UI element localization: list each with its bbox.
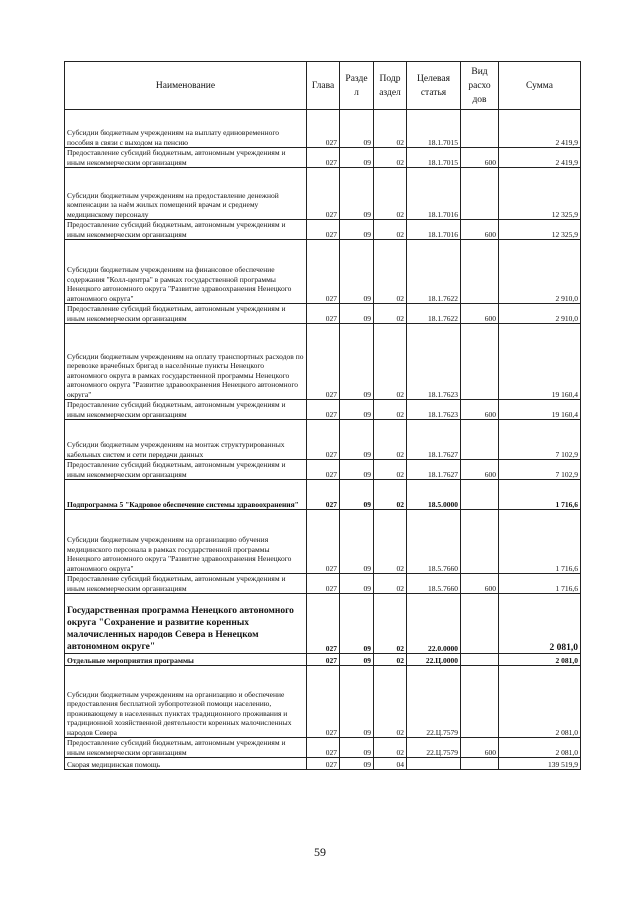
cell-sum: 7 102,9 (499, 460, 581, 480)
cell-sum: 2 419,9 (499, 148, 581, 168)
table-row (65, 240, 581, 304)
cell-chapter: 027 (307, 148, 340, 168)
cell-subsection: 02 (374, 324, 407, 400)
cell-section: 09 (340, 480, 374, 510)
table-body (65, 110, 581, 770)
table-row (65, 758, 581, 770)
table-row (65, 666, 581, 738)
cell-sum: 139 519,9 (499, 758, 581, 770)
cell-name: Скорая медицинская помощь (65, 758, 307, 770)
table-row (65, 324, 581, 400)
cell-chapter: 027 (307, 324, 340, 400)
table-row (65, 400, 581, 420)
cell-section: 09 (340, 574, 374, 594)
cell-kind: 600 (461, 574, 499, 594)
cell-chapter: 027 (307, 574, 340, 594)
cell-sum: 12 325,9 (499, 220, 581, 240)
page-number: 59 (314, 845, 326, 859)
cell-target: 18.1.7627 (407, 460, 461, 480)
cell-target: 22.Ц.7579 (407, 666, 461, 738)
cell-chapter: 027 (307, 666, 340, 738)
cell-subsection: 02 (374, 304, 407, 324)
cell-name: Предоставление субсидий бюджетным, автономным учреждениям и иным некоммерческим организациям (65, 148, 307, 168)
cell-chapter: 027 (307, 510, 340, 574)
cell-name: Субсидии бюджетным учреждениям на выплату единовременного пособия в связи с выходом на пенсию (65, 110, 307, 148)
cell-subsection: 02 (374, 480, 407, 510)
cell-name: Субсидии бюджетным учреждениям на организацию и обеспечение предоставления бесплатной зубопротезной помощи населению, проживающему в населенных пунктах традиционного проживания и традиционной хозяйственной деятельности коренных малочисленных народов Севера (65, 666, 307, 738)
cell-section: 09 (340, 324, 374, 400)
cell-kind (461, 110, 499, 148)
cell-section: 09 (340, 168, 374, 220)
cell-chapter: 027 (307, 220, 340, 240)
cell-name: Отдельные мероприятия программы (65, 654, 307, 666)
cell-sum: 19 160,4 (499, 324, 581, 400)
cell-name: Предоставление субсидий бюджетным, автономным учреждениям и иным некоммерческим организациям (65, 220, 307, 240)
header-kind: Вид расхо дов (461, 62, 499, 110)
budget-table (64, 61, 581, 770)
cell-sum: 7 102,9 (499, 420, 581, 460)
table-row (65, 420, 581, 460)
cell-kind (461, 420, 499, 460)
cell-subsection: 02 (374, 510, 407, 574)
cell-kind (461, 594, 499, 654)
cell-section: 09 (340, 758, 374, 770)
header-subsection: Подр аздел (374, 62, 407, 110)
cell-sum: 2 081,0 (499, 654, 581, 666)
header-target: Целевая статья (407, 62, 461, 110)
header-name: Наименование (65, 62, 307, 110)
table-row (65, 654, 581, 666)
cell-chapter: 027 (307, 654, 340, 666)
cell-target: 18.1.7627 (407, 420, 461, 460)
cell-section: 09 (340, 594, 374, 654)
table-row (65, 304, 581, 324)
cell-target: 18.5.7660 (407, 574, 461, 594)
table-row (65, 148, 581, 168)
cell-name: Субсидии бюджетным учреждениям на финансовое обеспечение содержания "Колл-центра" в рамках государственной программы Ненецкого автономного округа "Развитие здравоохранения Ненецкого автономного округа" (65, 240, 307, 304)
table-row (65, 510, 581, 574)
cell-subsection: 02 (374, 654, 407, 666)
cell-chapter: 027 (307, 594, 340, 654)
cell-target: 18.5.0000 (407, 480, 461, 510)
cell-sum: 12 325,9 (499, 168, 581, 220)
cell-chapter: 027 (307, 480, 340, 510)
cell-chapter: 027 (307, 420, 340, 460)
cell-subsection: 04 (374, 758, 407, 770)
cell-subsection: 02 (374, 220, 407, 240)
cell-target: 18.1.7016 (407, 220, 461, 240)
cell-chapter: 027 (307, 168, 340, 220)
cell-target: 18.1.7015 (407, 110, 461, 148)
cell-target: 18.1.7623 (407, 400, 461, 420)
cell-sum: 1 716,6 (499, 480, 581, 510)
cell-name: Субсидии бюджетным учреждениям на монтаж структурированных кабельных систем и сети передачи данных (65, 420, 307, 460)
cell-kind: 600 (461, 304, 499, 324)
cell-name: Субсидии бюджетным учреждениям на предоставление денежной компенсации за наём жилых помещений врачам и среднему медицинскому персоналу (65, 168, 307, 220)
table-row (65, 460, 581, 480)
table-header-row (65, 62, 581, 110)
cell-kind (461, 168, 499, 220)
table-row (65, 110, 581, 148)
header-sum: Сумма (499, 62, 581, 110)
cell-section: 09 (340, 666, 374, 738)
cell-subsection: 02 (374, 738, 407, 758)
table-row (65, 574, 581, 594)
cell-subsection: 02 (374, 240, 407, 304)
cell-name: Предоставление субсидий бюджетным, автономным учреждениям и иным некоммерческим организациям (65, 460, 307, 480)
cell-kind: 600 (461, 400, 499, 420)
cell-sum: 19 160,4 (499, 400, 581, 420)
cell-target: 18.1.7623 (407, 324, 461, 400)
cell-target: 18.1.7015 (407, 148, 461, 168)
cell-subsection: 02 (374, 666, 407, 738)
cell-section: 09 (340, 304, 374, 324)
cell-chapter: 027 (307, 240, 340, 304)
cell-sum: 2 419,9 (499, 110, 581, 148)
cell-section: 09 (340, 400, 374, 420)
cell-kind: 600 (461, 148, 499, 168)
cell-section: 09 (340, 510, 374, 574)
cell-name: Предоставление субсидий бюджетным, автономным учреждениям и иным некоммерческим организациям (65, 738, 307, 758)
cell-subsection: 02 (374, 168, 407, 220)
cell-chapter: 027 (307, 110, 340, 148)
cell-kind: 600 (461, 460, 499, 480)
cell-sum: 1 716,6 (499, 574, 581, 594)
cell-kind (461, 240, 499, 304)
cell-section: 09 (340, 110, 374, 148)
header-section: Разде л (340, 62, 374, 110)
cell-section: 09 (340, 148, 374, 168)
cell-name: Субсидии бюджетным учреждениям на оплату транспортных расходов по перевозке врачебных бригад в населённые пункты Ненецкого автономного округа в рамках государственной программы Ненецкого автономного округа "Развитие здравоохранения Ненецкого автономного округа" (65, 324, 307, 400)
table-row (65, 738, 581, 758)
cell-chapter: 027 (307, 738, 340, 758)
cell-target: 18.1.7622 (407, 240, 461, 304)
cell-chapter: 027 (307, 400, 340, 420)
table-row (65, 220, 581, 240)
cell-subsection: 02 (374, 148, 407, 168)
cell-sum: 2 910,0 (499, 240, 581, 304)
cell-chapter: 027 (307, 460, 340, 480)
cell-kind (461, 758, 499, 770)
cell-subsection: 02 (374, 460, 407, 480)
cell-name: Предоставление субсидий бюджетным, автономным учреждениям и иным некоммерческим организациям (65, 400, 307, 420)
cell-section: 09 (340, 220, 374, 240)
cell-name: Субсидии бюджетным учреждениям на организацию обучения медицинского персонала в рамках государственной программы Ненецкого автономного округа "Развитие здравоохранения Ненецкого автономного округа" (65, 510, 307, 574)
table-row (65, 480, 581, 510)
cell-chapter: 027 (307, 758, 340, 770)
cell-target: 22.0.0000 (407, 594, 461, 654)
cell-subsection: 02 (374, 400, 407, 420)
cell-target (407, 758, 461, 770)
cell-sum: 2 081,0 (499, 666, 581, 738)
cell-target: 18.1.7622 (407, 304, 461, 324)
cell-name: Предоставление субсидий бюджетным, автономным учреждениям и иным некоммерческим организациям (65, 574, 307, 594)
cell-sum: 2 081,0 (499, 738, 581, 758)
cell-kind (461, 480, 499, 510)
table-row (65, 594, 581, 654)
cell-subsection: 02 (374, 110, 407, 148)
cell-kind: 600 (461, 220, 499, 240)
header-chapter: Глава (307, 62, 340, 110)
table-row (65, 168, 581, 220)
cell-section: 09 (340, 460, 374, 480)
cell-chapter: 027 (307, 304, 340, 324)
cell-name: Государственная программа Ненецкого автономного округа "Сохранение и развитие коренных малочисленных народов Севера в Ненецком автономном округе" (65, 594, 307, 654)
cell-sum: 2 081,0 (499, 594, 581, 654)
cell-section: 09 (340, 240, 374, 304)
cell-section: 09 (340, 738, 374, 758)
cell-name: Предоставление субсидий бюджетным, автономным учреждениям и иным некоммерческим организациям (65, 304, 307, 324)
cell-kind (461, 654, 499, 666)
cell-section: 09 (340, 654, 374, 666)
cell-kind (461, 510, 499, 574)
cell-subsection: 02 (374, 574, 407, 594)
cell-kind: 600 (461, 738, 499, 758)
cell-name: Подпрограмма 5 "Кадровое обеспечение системы здравоохранения" (65, 480, 307, 510)
cell-kind (461, 324, 499, 400)
cell-target: 22.Ц.0000 (407, 654, 461, 666)
cell-sum: 2 910,0 (499, 304, 581, 324)
cell-section: 09 (340, 420, 374, 460)
cell-target: 18.5.7660 (407, 510, 461, 574)
cell-subsection: 02 (374, 594, 407, 654)
cell-target: 22.Ц.7579 (407, 738, 461, 758)
cell-subsection: 02 (374, 420, 407, 460)
cell-sum: 1 716,6 (499, 510, 581, 574)
cell-target: 18.1.7016 (407, 168, 461, 220)
cell-kind (461, 666, 499, 738)
